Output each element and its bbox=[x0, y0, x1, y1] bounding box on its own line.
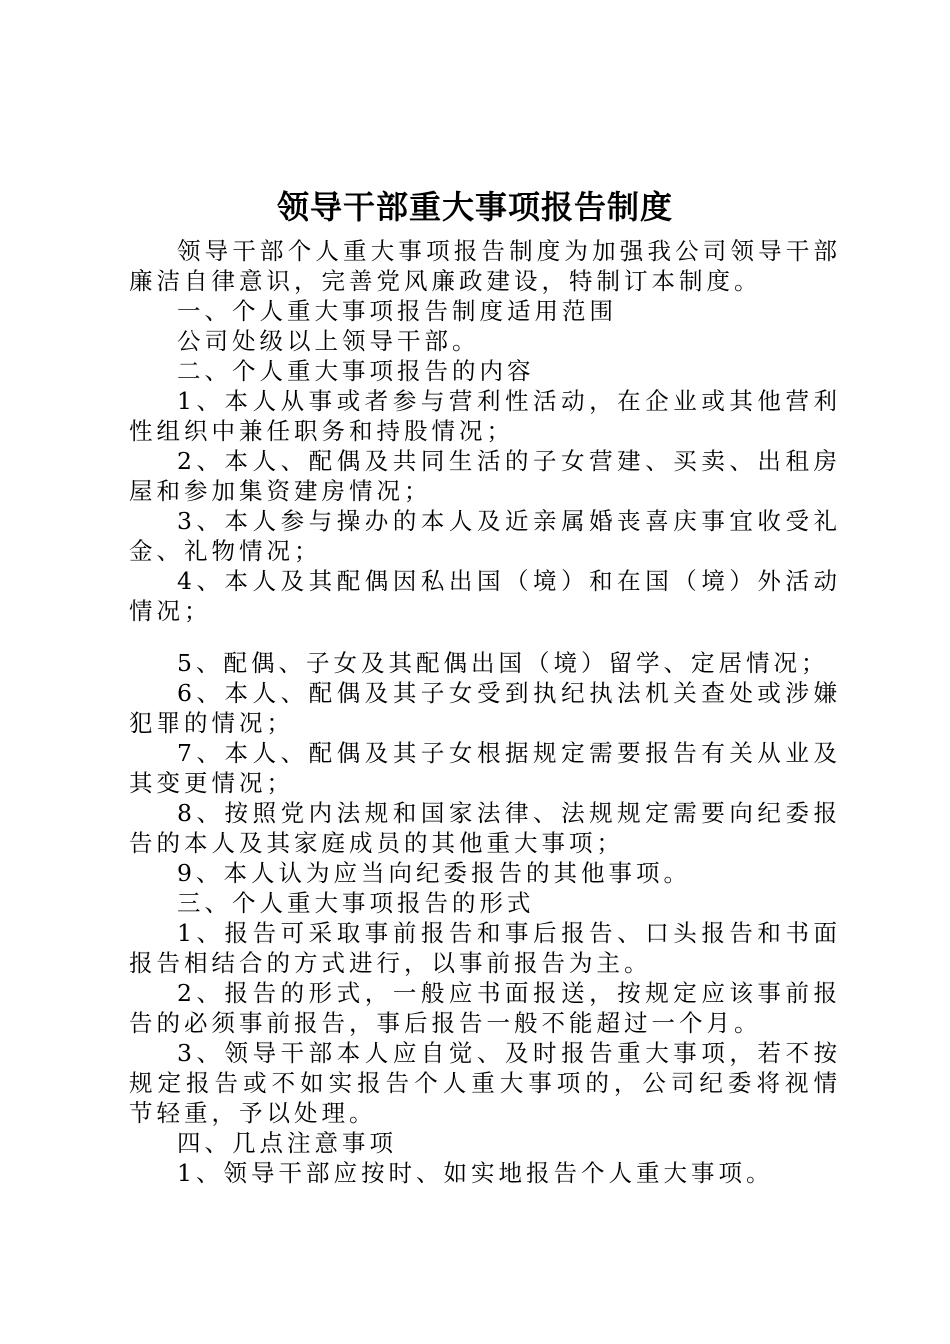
list-item: 9、本人认为应当向纪委报告的其他事项。 bbox=[177, 859, 691, 887]
list-item: 5、配偶、子女及其配偶出国（境）留学、定居情况； bbox=[177, 649, 829, 677]
section-heading-3: 三、个人重大事项报告的形式 bbox=[177, 889, 535, 917]
list-item: 2、报告的形式，一般应书面报送，按规定应该事前报告的必须事前报告，事后报告一般不能超过一个月。 bbox=[129, 979, 841, 1037]
list-item: 2、本人、配偶及共同生活的子女营建、买卖、出租房屋和参加集资建房情况； bbox=[129, 447, 841, 505]
blank-line bbox=[129, 626, 841, 648]
list-item: 4、本人及其配偶因私出国（境）和在国（境）外活动情况； bbox=[129, 567, 841, 625]
list-item: 6、本人、配偶及其子女受到执纪执法机关查处或涉嫌犯罪的情况； bbox=[129, 679, 841, 737]
paragraph-scope: 公司处级以上领导干部。 bbox=[177, 327, 480, 355]
list-item: 1、领导干部应按时、如实地报告个人重大事项。 bbox=[177, 1159, 774, 1187]
list-item: 8、按照党内法规和国家法律、法规规定需要向纪委报告的本人及其家庭成员的其他重大事项； bbox=[129, 799, 841, 857]
section-heading-2: 二、个人重大事项报告的内容 bbox=[177, 357, 535, 385]
document-body bbox=[129, 236, 841, 1188]
section-heading-4: 四、几点注意事项 bbox=[177, 1129, 397, 1157]
list-item: 1、报告可采取事前报告和事后报告、口头报告和书面报告相结合的方式进行，以事前报告为主。 bbox=[129, 919, 841, 977]
list-item: 7、本人、配偶及其子女根据规定需要报告有关从业及其变更情况； bbox=[129, 739, 841, 797]
list-item: 3、领导干部本人应自觉、及时报告重大事项，若不按规定报告或不如实报告个人重大事项的，公司纪委将视情节轻重，予以处理。 bbox=[129, 1039, 841, 1127]
document-title: 领导干部重大事项报告制度 bbox=[276, 188, 673, 226]
section-heading-1: 一、个人重大事项报告制度适用范围 bbox=[177, 297, 617, 325]
paragraph-intro: 领导干部个人重大事项报告制度为加强我公司领导干部廉洁自律意识，完善党风廉政建设，特制订本制度。 bbox=[129, 237, 841, 295]
list-item: 1、本人从事或者参与营利性活动，在企业或其他营利性组织中兼任职务和持股情况； bbox=[129, 387, 841, 445]
list-item: 3、本人参与操办的本人及近亲属婚丧喜庆事宜收受礼金、礼物情况； bbox=[129, 507, 841, 565]
